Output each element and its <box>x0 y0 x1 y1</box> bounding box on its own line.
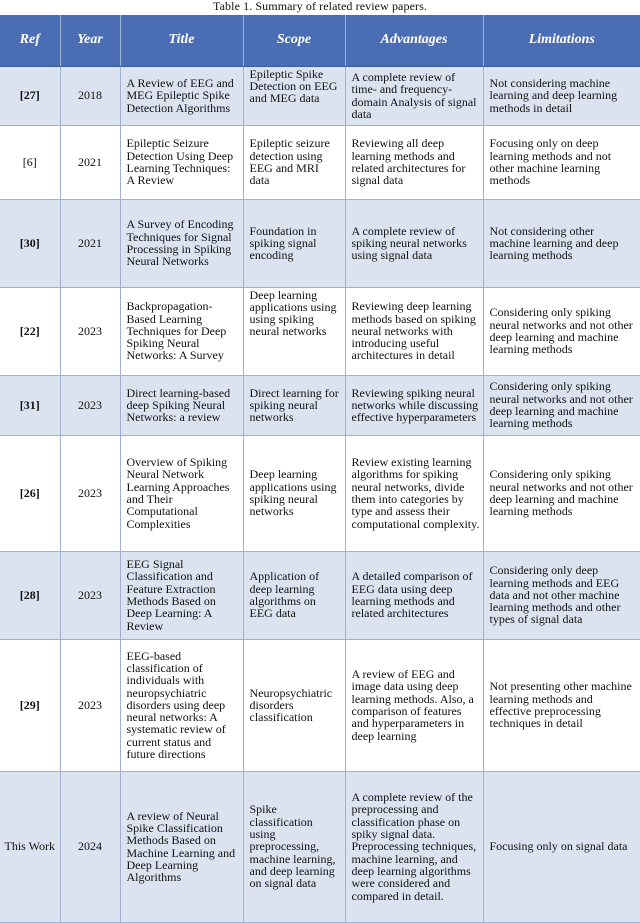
table-row <box>0 435 640 551</box>
header-scope: Scope <box>243 15 345 66</box>
table-header-row <box>0 15 640 66</box>
table-row <box>0 199 640 287</box>
cell-limitations: Focusing only on signal data <box>483 771 640 922</box>
cell-title: A review of Neural Spike Classification Methods Based on Machine Learning and Deep Learning Algorithms <box>120 771 243 922</box>
cell-scope: Deep learning applications using using spiking neural networks <box>243 287 345 375</box>
cell-scope: Epileptic seizure detection using EEG and MRI data <box>243 125 345 199</box>
header-title: Title <box>120 15 243 66</box>
cell-title: A Review of EEG and MEG Epileptic Spike Detection Algorithms <box>120 66 243 125</box>
cell-ref: [22] <box>0 287 60 375</box>
table-row <box>0 551 640 639</box>
cell-title: EEG Signal Classification and Feature Extraction Methods Based on Deep Learning: A Review <box>120 551 243 639</box>
cell-limitations: Considering only spiking neural networks and not other deep learning and machine learning methods <box>483 375 640 435</box>
header-limitations: Limitations <box>483 15 640 66</box>
cell-title: Overview of Spiking Neural Network Learning Approaches and Their Computational Complexities <box>120 435 243 551</box>
cell-scope: Deep learning applications using spiking neural networks <box>243 435 345 551</box>
cell-ref: [29] <box>0 639 60 771</box>
cell-scope: Foundation in spiking signal encoding <box>243 199 345 287</box>
cell-title: Backpropagation-Based Learning Techniques for Deep Spiking Neural Networks: A Survey <box>120 287 243 375</box>
cell-limitations: Considering only deep learning methods and EEG data and not other machine learning methods and other types of signal data <box>483 551 640 639</box>
cell-advantages: A complete review of spiking neural networks using signal data <box>345 199 483 287</box>
table-row <box>0 66 640 125</box>
cell-limitations: Not considering other machine learning and deep learning methods <box>483 199 640 287</box>
table-row <box>0 125 640 199</box>
table-row <box>0 287 640 375</box>
cell-advantages: A complete review of the preprocessing and classification phase on spiky signal data. Preprocessing techniques, machine learning, and deep learning algorithms were considered and compared in detail. <box>345 771 483 922</box>
cell-advantages: Reviewing all deep learning methods and related architectures for signal data <box>345 125 483 199</box>
cell-year: 2021 <box>60 199 120 287</box>
header-advantages: Advantages <box>345 15 483 66</box>
cell-scope: Application of deep learning algorithms on EEG data <box>243 551 345 639</box>
cell-year: 2024 <box>60 771 120 922</box>
cell-advantages: Reviewing deep learning methods based on spiking neural networks with introducing useful architectures in detail <box>345 287 483 375</box>
cell-limitations: Focusing only on deep learning methods and not other machine learning methods <box>483 125 640 199</box>
cell-scope: Epileptic Spike Detection on EEG and MEG data <box>243 66 345 125</box>
cell-ref: [26] <box>0 435 60 551</box>
header-year: Year <box>60 15 120 66</box>
cell-ref: [6] <box>0 125 60 199</box>
cell-advantages: A review of EEG and image data using deep learning methods. Also, a comparison of features and hyperparameters in deep learning <box>345 639 483 771</box>
cell-scope: Spike classification using preprocessing, machine learning, and deep learning on signal data <box>243 771 345 922</box>
cell-year: 2023 <box>60 551 120 639</box>
cell-year: 2021 <box>60 125 120 199</box>
cell-year: 2023 <box>60 375 120 435</box>
table-row <box>0 771 640 922</box>
table-row <box>0 375 640 435</box>
cell-year: 2023 <box>60 435 120 551</box>
cell-ref: [28] <box>0 551 60 639</box>
table-caption: Table 1. Summary of related review papers. <box>213 0 427 13</box>
cell-limitations: Not considering machine learning and deep learning methods in detail <box>483 66 640 125</box>
cell-scope: Direct learning for spiking neural networks <box>243 375 345 435</box>
cell-ref: This Work <box>0 771 60 922</box>
cell-limitations: Not presenting other machine learning methods and effective preprocessing techniques in detail <box>483 639 640 771</box>
cell-title: EEG-based classification of individuals with neuropsychiatric disorders using deep neural networks: A systematic review of current status and future directions <box>120 639 243 771</box>
cell-scope: Neuropsychiatric disorders classification <box>243 639 345 771</box>
cell-ref: [31] <box>0 375 60 435</box>
cell-advantages: A detailed comparison of EEG data using deep learning methods and related architectures <box>345 551 483 639</box>
cell-advantages: Reviewing spiking neural networks while discussing effective hyperparameters <box>345 375 483 435</box>
cell-limitations: Considering only spiking neural networks and not other deep learning and machine learning methods <box>483 287 640 375</box>
cell-ref: [30] <box>0 199 60 287</box>
cell-year: 2018 <box>60 66 120 125</box>
cell-advantages: Review existing learning algorithms for spiking neural networks, divide them into categories by type and assess their computational complexity. <box>345 435 483 551</box>
cell-limitations: Considering only spiking neural networks and not other deep learning and machine learning methods <box>483 435 640 551</box>
cell-title: Epileptic Seizure Detection Using Deep Learning Techniques: A Review <box>120 125 243 199</box>
header-ref: Ref <box>0 15 60 66</box>
table-row <box>0 639 640 771</box>
related-reviews-table <box>0 15 640 923</box>
cell-year: 2023 <box>60 639 120 771</box>
cell-ref: [27] <box>0 66 60 125</box>
cell-advantages: A complete review of time- and frequency-domain Analysis of signal data <box>345 66 483 125</box>
cell-year: 2023 <box>60 287 120 375</box>
cell-title: Direct learning-based deep Spiking Neural Networks: a review <box>120 375 243 435</box>
cell-title: A Survey of Encoding Techniques for Signal Processing in Spiking Neural Networks <box>120 199 243 287</box>
